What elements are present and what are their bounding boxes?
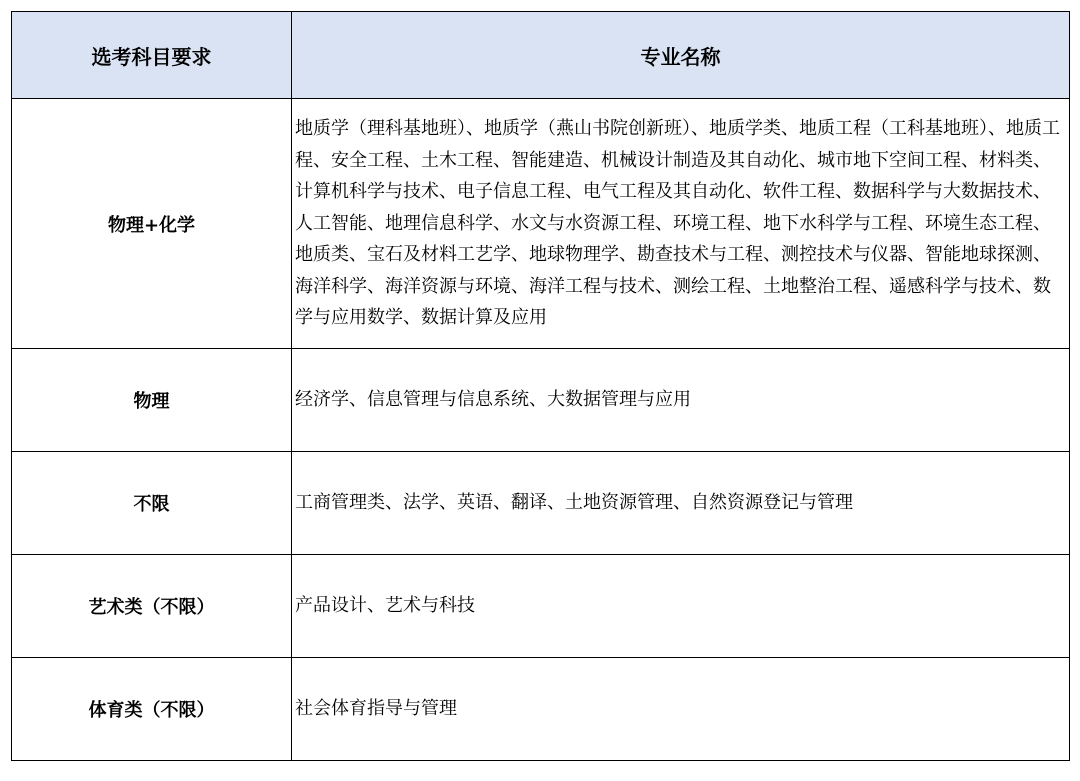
majors-cell: 工商管理类、法学、英语、翻译、土地资源管理、自然资源登记与管理	[292, 452, 1070, 555]
header-major-name: 专业名称	[292, 12, 1070, 99]
majors-cell: 产品设计、艺术与科技	[292, 555, 1070, 658]
table-row	[12, 99, 1070, 349]
subject-cell: 体育类（不限）	[12, 658, 292, 761]
table-row	[12, 349, 1070, 452]
table-row	[12, 658, 1070, 761]
majors-cell: 社会体育指导与管理	[292, 658, 1070, 761]
header-subject-requirement: 选考科目要求	[12, 12, 292, 99]
subject-cell: 物理+化学	[12, 99, 292, 349]
subject-cell: 艺术类（不限）	[12, 555, 292, 658]
majors-cell: 经济学、信息管理与信息系统、大数据管理与应用	[292, 349, 1070, 452]
table-row	[12, 452, 1070, 555]
majors-cell: 地质学（理科基地班）、地质学（燕山书院创新班）、地质学类、地质工程（工科基地班）、地质工程、安全工程、土木工程、智能建造、机械设计制造及其自动化、城市地下空间工程、材料类、计算机科学与技术、电子信息工程、电气工程及其自动化、软件工程、数据科学与大数据技术、人工智能、地理信息科学、水文与水资源工程、环境工程、地下水科学与工程、环境生态工程、地质类、宝石及材料工艺学、地球物理学、勘查技术与工程、测控技术与仪器、智能地球探测、海洋科学、海洋资源与环境、海洋工程与技术、测绘工程、土地整治工程、遥感科学与技术、数学与应用数学、数据计算及应用	[292, 99, 1070, 349]
subject-requirements-table	[11, 11, 1070, 761]
table-header-row	[12, 12, 1070, 99]
subject-cell: 不限	[12, 452, 292, 555]
subject-cell: 物理	[12, 349, 292, 452]
table-row	[12, 555, 1070, 658]
